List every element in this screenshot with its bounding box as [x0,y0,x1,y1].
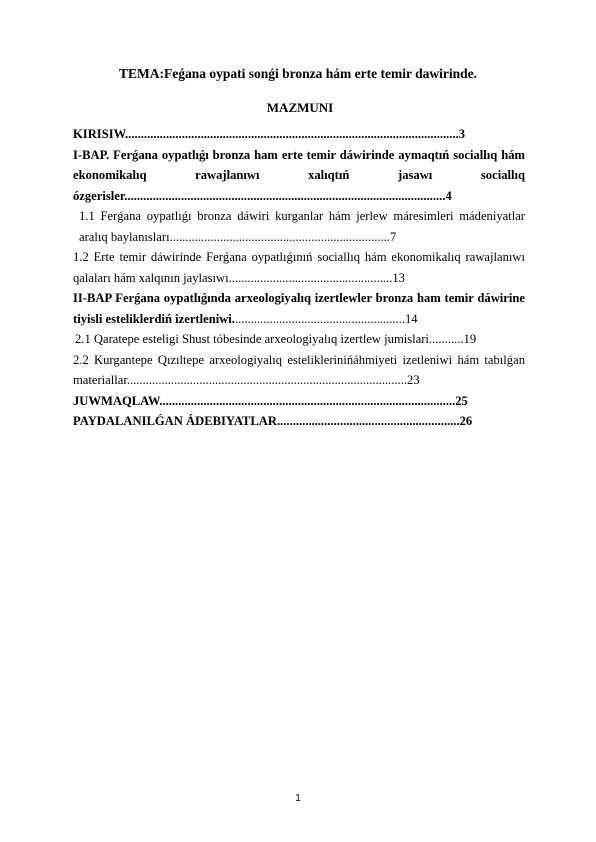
toc-entry-section-1-1: 1.1 Ferǵana oypatlıǵı bronza dáwiri kurganlar hám jerlew máresimleri mádeniyatlar aralıq baylanısları......................................................................7 [79,209,525,244]
toc-entry-section-1-2: 1.2 Erte temir dáwirinde Ferǵana oypatlıǵınıń sociallıq hám ekonomikalıq rawajlanıwı qalaları hám xalqının jaylasıwı....................................................13 [73,250,525,285]
toc-entry-chapter-2-title: II-BAP Ferǵana oypatlıǵında arxeologiyalıq izertlewler bronza ham temir dáwirine tiyisli esteliklerdiń izertleniwi. [73,291,525,326]
toc-entry-introduction: KIRISIW..........................................................................................................3 [73,127,466,141]
page-number: 1 [295,793,301,804]
toc-entry-conclusion: JUWMAQLAW..............................................................................................25 [73,393,468,408]
table-of-contents [73,124,525,432]
toc-entry-chapter-2 [73,288,525,329]
toc-entry-chapter-2-leader: ......................................................14 [234,311,418,326]
toc-entry-section-2-2: 2.2 Kurgantepe Qızıltepe arxeologiyalıq esteliklerinińáhmiyeti izetleniwi hám tabılǵan materiallar.........................................................................................23 [73,352,525,387]
toc-entry-references: PAYDALANILǴAN ÁDEBIYATLAR..........................................................26 [73,414,473,428]
contents-heading: MAZMUNI [266,100,334,115]
document-title: TEMA:Feǵana oypati sonǵi bronza hám erte temir dawirinde. [119,66,477,81]
toc-entry-chapter-1: I-BAP. Ferǵana oypatlıǵı bronza ham erte temir dáwirinde aymaqtıń sociallıq hám ekonomikalıq rawajlanıwı xalıqtıń jasawı sociallıq ózgerisler......................................................................................................4 [73,147,525,203]
toc-entry-section-2-1: 2.1 Qaratepe esteligi Shust tóbesinde arxeologiyalıq izertlew jumislari...........19 [75,332,477,346]
